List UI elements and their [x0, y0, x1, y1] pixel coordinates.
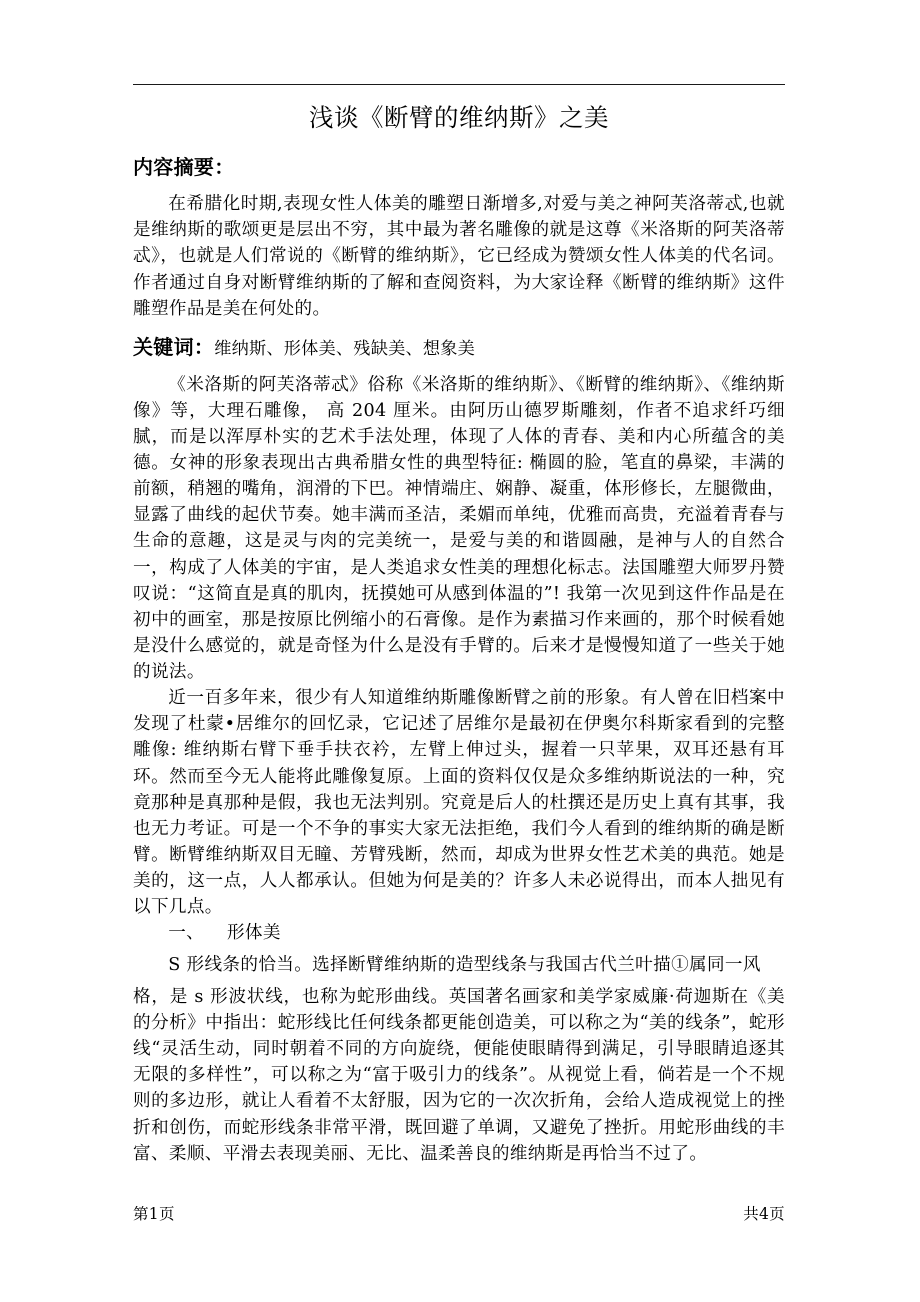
body-paragraph-2: 近一百多年来，很少有人知道维纳斯雕像断臂之前的形象。有人曾在旧档案中发现了杜蒙•居维尔的回忆录，它记述了居维尔是最初在伊奥尔科斯家看到的完整雕像: 维纳斯右臂下垂手扶衣衿，左臂上伸过头，握着一只苹果，双耳还悬有耳环。然而至今无人能将此雕像复原。上面的资料仅仅是众多维纳斯说法的一种，究竟那种是真那种是假，我也无法判别。究竟是后人的杜撰还是历史上真有其事，我也无力考证。可是一个不争的事实大家无法拒绝，我们今人看到的维纳斯的确是断臂。断臂维纳斯双目无瞳、芳臂残断，然而，却成为世界女性艺术美的典范。她是美的，这一点，人人都承认。但她为何是美的？许多人未必说得出，而本人拙见有以下几点。 [133, 688, 785, 918]
body-paragraph-1: 《米洛斯的阿芙洛蒂忒》俗称《米洛斯的维纳斯》、《断臂的维纳斯》、《维纳斯像》等，大理石雕像， 高 204 厘米。由阿历山德罗斯雕刻，作者不追求纤巧细腻，而是以浑厚朴实的艺术手法处理，体现了人体的青春、美和内心所蕴含的美德。女神的形象表现出古典希腊女性的典型特征: 椭圆的脸，笔直的鼻梁，丰满的前额，稍翘的嘴角，润滑的下巴。神情端庄、娴静、凝重，体形修长，左腿微曲，显露了曲线的起伏节奏。她丰满而圣洁，柔媚而单纯，优雅而高贵，充溢着青春与生命的意趣，这是灵与肉的完美统一，是爱与美的和谐圆融，是神与人的自然合一，构成了人体美的宇宙，是人类追求女性美的理想化标志。法国雕塑大师罗丹赞叹说：“这简直是真的肌肉，抚摸她可从感到体温的”! 我第一次见到这件作品是在初中的画室，那是按原比例缩小的石膏像。是作为素描习作来画的，那个时候看她是没什么感觉的，就是奇怪为什么是没有手臂的。后来才是慢慢知道了一些关于她的说法。 [133, 374, 785, 682]
section-heading-label: 形体美 [226, 923, 281, 944]
page-title: 浅谈《断臂的维纳斯》之美 [309, 103, 609, 132]
document-content [133, 100, 785, 1167]
abstract-label: 内容摘要： [133, 154, 235, 179]
section-heading-1 [133, 920, 785, 946]
page-footer [133, 1204, 785, 1226]
keywords-label: 关键词： [133, 334, 215, 359]
footer-page-total: 共4页 [743, 1205, 785, 1223]
section-heading-number: 一、 [168, 923, 205, 944]
s-shape-paragraph-lead: S 形线条的恰当。选择断臂维纳斯的造型线条与我国古代兰叶描①属同一风 [168, 955, 761, 976]
s-shape-paragraph-rest: 格，是 s 形波状线，也称为蛇形曲线。英国著名画家和美学家威廉·荷迦斯在《美的分析》中指出：蛇形线比任何线条都更能创造美，可以称之为“美的线条”，蛇形线“灵活生动，同时朝着不同的方向旋绕，便能使眼睛得到满足，引导眼睛追逐其无限的多样性”，可以称之为“富于吸引力的线条”。从视觉上看，倘若是一个不规则的多边形，就让人看着不太舒服，因为它的一次次折角，会给人造成视觉上的挫折和创伤，而蛇形线条非常平滑，既回避了单调，又避免了挫折。用蛇形曲线的丰富、柔顺、平滑去表现美丽、无比、温柔善良的维纳斯是再恰当不过了。 [133, 986, 785, 1164]
keywords-line [133, 331, 785, 364]
header-divider [133, 84, 785, 85]
abstract-paragraph: 在希腊化时期,表现女性人体美的雕塑日渐增多,对爱与美之神阿芙洛蒂忒,也就是维纳斯的歌颂更是层出不穷，其中最为著名雕像的就是这尊《米洛斯的阿芙洛蒂忒》，也就是人们常说的《断臂的维纳斯》，它已经成为赞颂女性人体美的代名词。作者通过自身对断臂维纳斯的了解和查阅资料，为大家诠释《断臂的维纳斯》这件雕塑作品是美在何处的。 [133, 194, 785, 319]
keywords-values: 维纳斯、形体美、残缺美、想象美 [214, 338, 476, 359]
footer-page-current: 第1页 [133, 1205, 175, 1223]
